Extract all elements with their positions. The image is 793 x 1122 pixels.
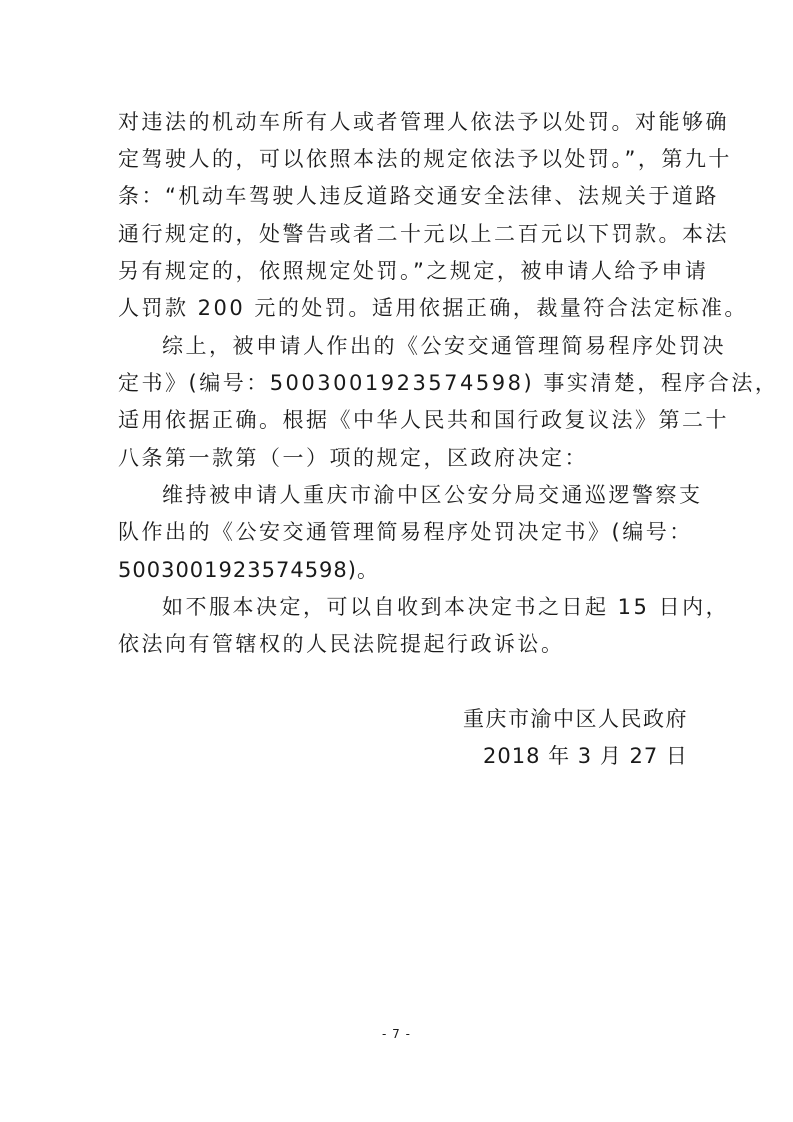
body-line: 综上，被申请人作出的《公安交通管理简易程序处罚决 bbox=[162, 334, 726, 358]
body-line: 条：“机动车驾驶人违反道路交通安全法律、法规关于道路 bbox=[118, 184, 719, 208]
body-line: 八条第一款第（一）项的规定，区政府决定： bbox=[118, 446, 588, 470]
page-number: - 7 - bbox=[382, 1027, 411, 1041]
body-line: 对违法的机动车所有人或者管理人依法予以处罚。对能够确 bbox=[118, 110, 729, 134]
body-line: 队作出的《公安交通管理简易程序处罚决定书》(编号： bbox=[118, 520, 693, 544]
body-line: 定驾驶人的，可以依照本法的规定依法予以处罚。”，第九十 bbox=[118, 147, 732, 171]
body-line: 维持被申请人重庆市渝中区公安分局交通巡逻警察支 bbox=[162, 483, 703, 507]
body-line: 定书》(编号：5003001923574598) 事实清楚，程序合法， bbox=[118, 371, 779, 395]
signature-date: 2018 年 3 月 27 日 bbox=[483, 744, 688, 768]
body-line: 通行规定的，处警告或者二十元以上二百元以下罚款。本法 bbox=[118, 222, 729, 246]
body-line: 依法向有管辖权的人民法院提起行政诉讼。 bbox=[118, 632, 565, 656]
body-line: 人罚款 200 元的处罚。适用依据正确，裁量符合法定标准。 bbox=[118, 296, 748, 320]
body-line: 如不服本决定，可以自收到本决定书之日起 15 日内， bbox=[162, 595, 730, 619]
signature-issuer: 重庆市渝中区人民政府 bbox=[463, 707, 688, 731]
body-line: 5003001923574598)。 bbox=[118, 558, 379, 582]
body-line: 另有规定的，依照规定处罚。”之规定，被申请人给予申请 bbox=[118, 259, 709, 283]
body-line: 适用依据正确。根据《中华人民共和国行政复议法》第二十 bbox=[118, 408, 729, 432]
